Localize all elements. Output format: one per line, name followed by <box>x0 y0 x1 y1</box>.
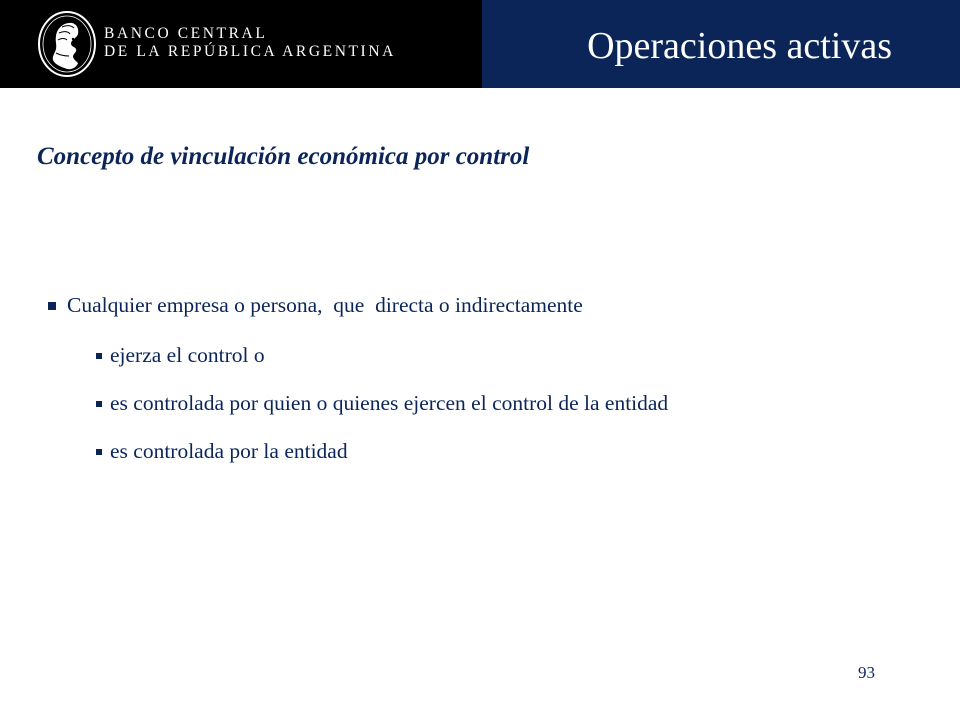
header-title-area <box>482 0 960 88</box>
sub-bullet-text: ejerza el control o <box>110 343 265 367</box>
section-title: Concepto de vinculación económica por control <box>37 143 530 170</box>
square-bullet-icon <box>48 302 56 310</box>
square-bullet-icon <box>96 449 102 455</box>
page-header-title: Operaciones activas <box>587 25 892 67</box>
org-name-line2: DE LA REPÚBLICA ARGENTINA <box>104 43 396 60</box>
bullet-text: Cualquier empresa o persona, que directa o indirectamente <box>67 293 583 317</box>
page-number: 93 <box>858 663 875 682</box>
sub-bullet-item <box>96 391 668 416</box>
sub-bullet-item <box>96 439 348 464</box>
sub-bullet-text: es controlada por la entidad <box>110 439 348 463</box>
org-name-line1: BANCO CENTRAL <box>104 25 268 42</box>
square-bullet-icon <box>96 401 102 407</box>
square-bullet-icon <box>96 353 102 359</box>
sub-bullet-item <box>96 343 265 368</box>
header-brand-area <box>0 0 482 88</box>
sub-bullet-text: es controlada por quien o quienes ejercen el control de la entidad <box>110 391 669 415</box>
central-bank-effigy-logo-icon <box>36 9 98 79</box>
bullet-item <box>48 293 583 318</box>
